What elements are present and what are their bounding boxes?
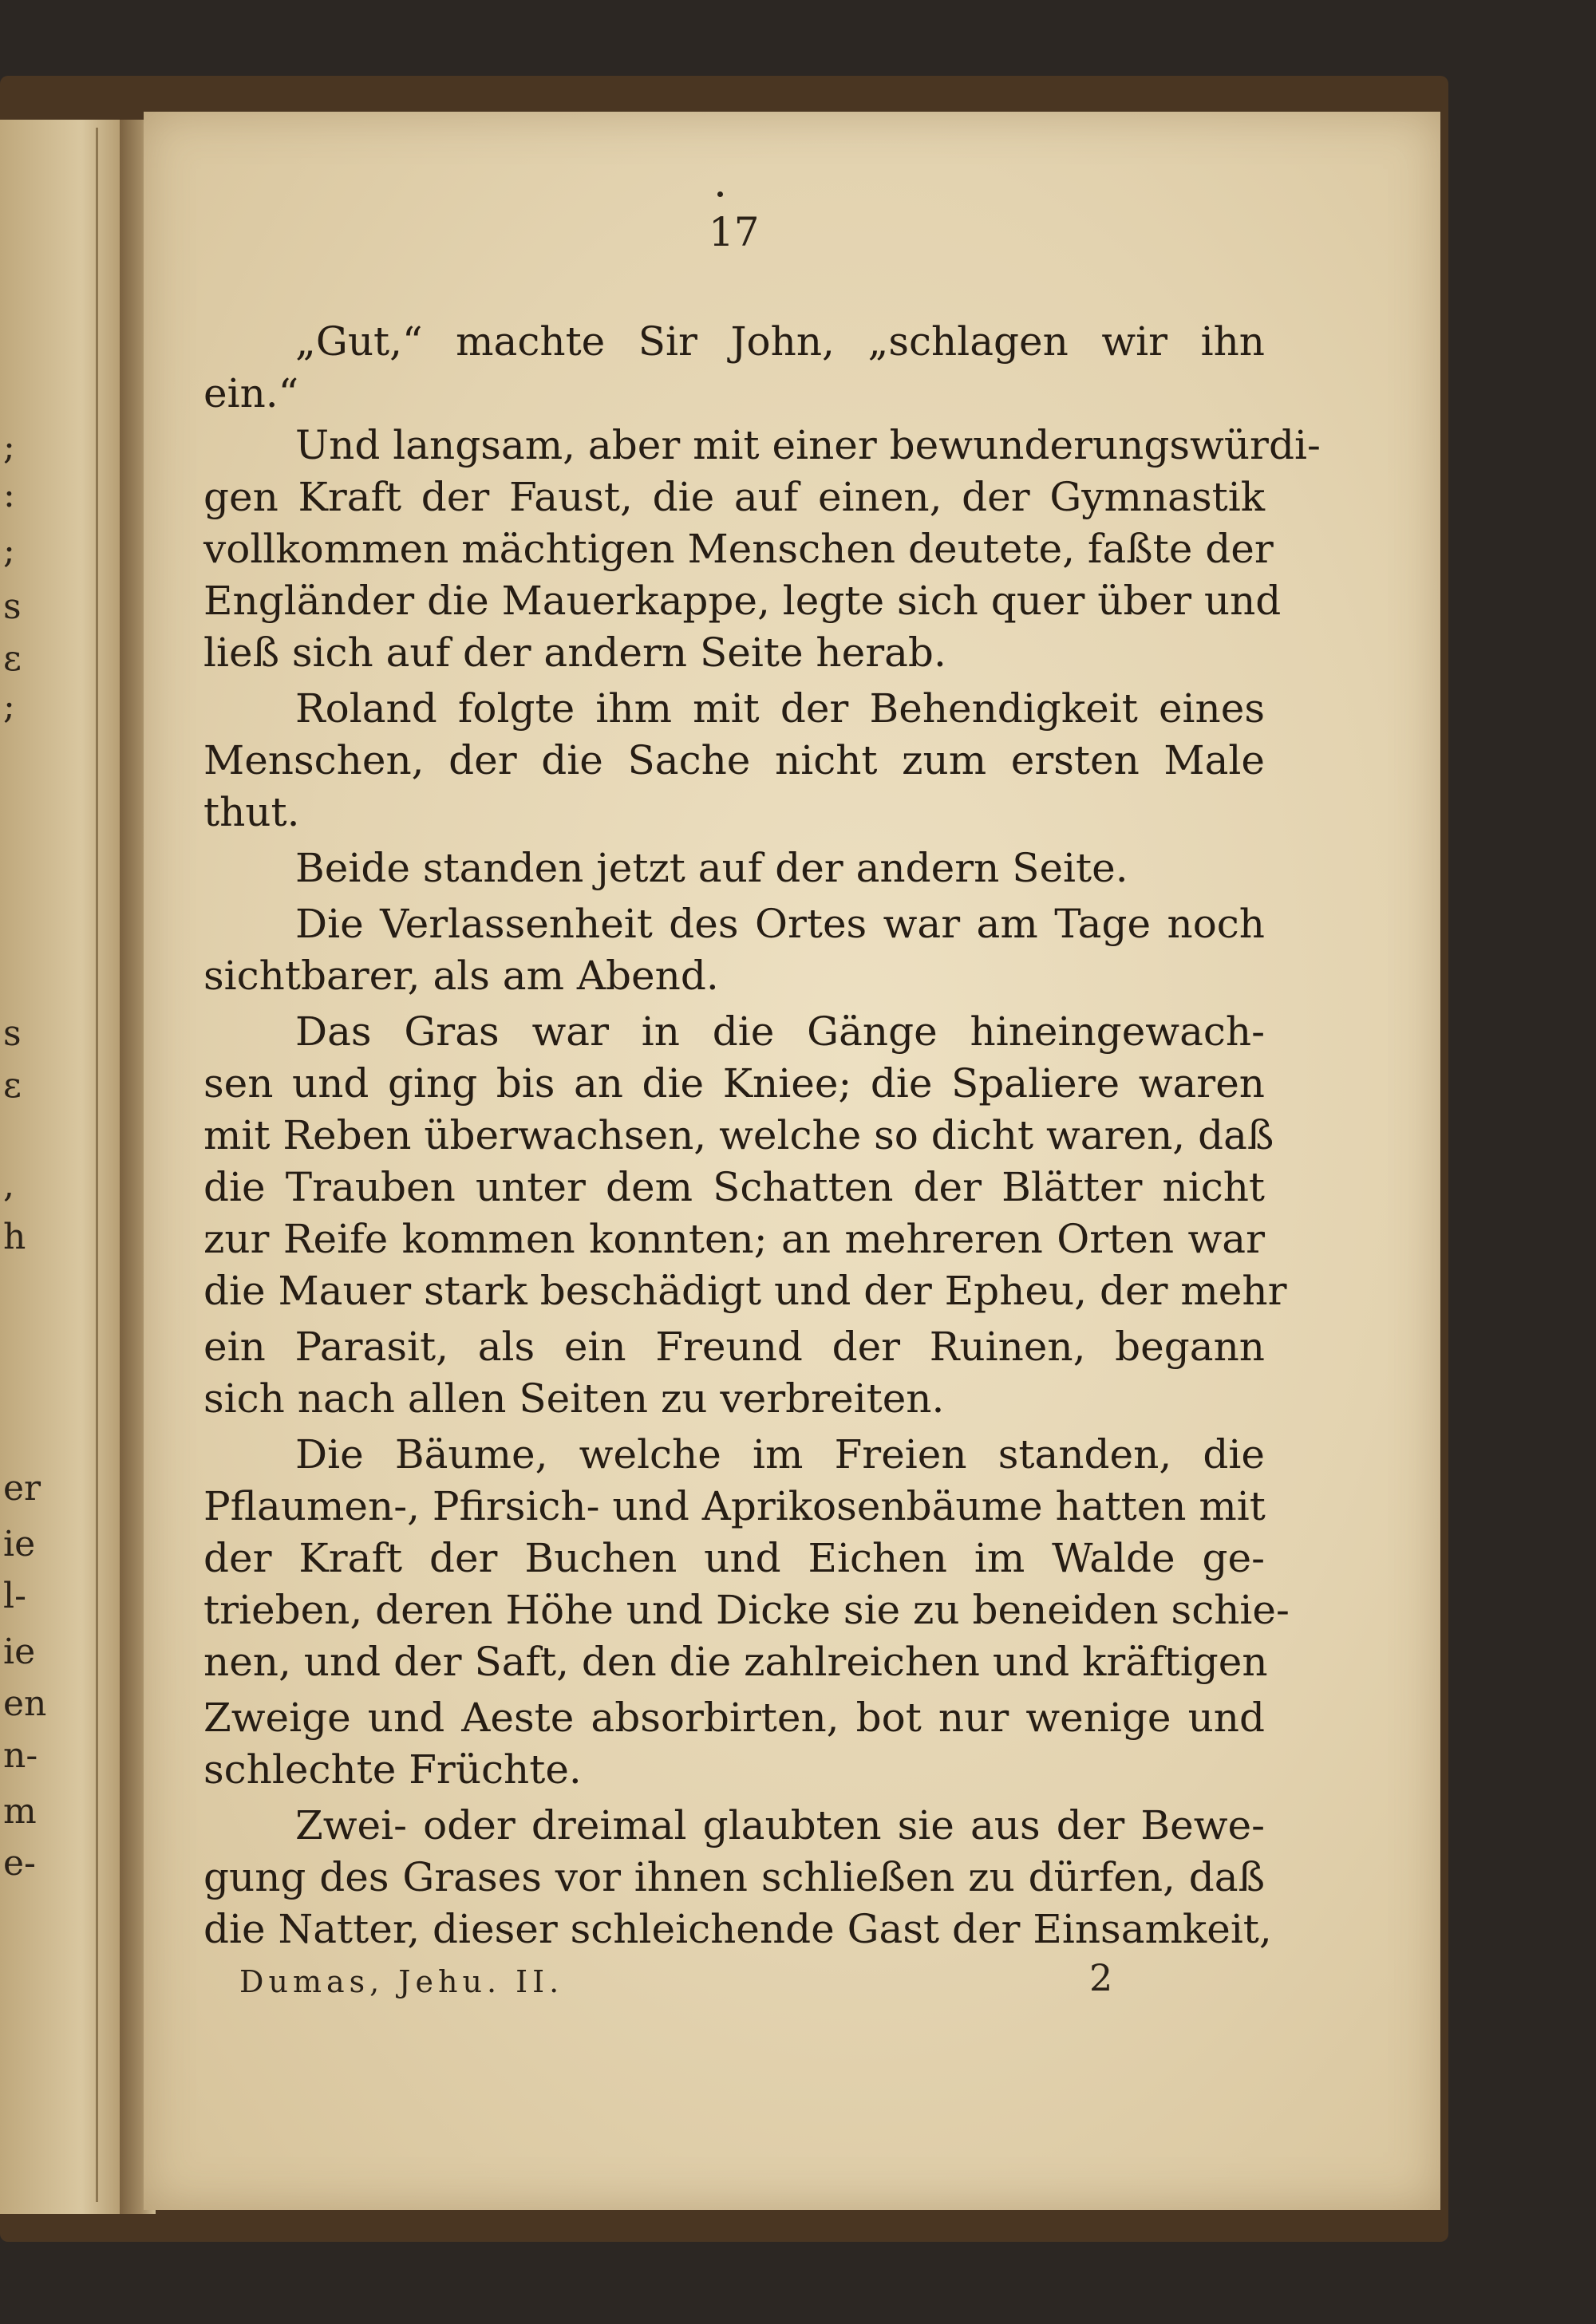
footer-sheet-number: 2 bbox=[1089, 1956, 1113, 1999]
left-fragment: : bbox=[3, 475, 15, 515]
left-fragment: s bbox=[3, 1013, 22, 1054]
text-line: die Mauer stark beschädigt und der Epheu, der mehr bbox=[203, 1268, 1287, 1314]
page-number: 17 bbox=[709, 209, 760, 255]
left-fragment: l- bbox=[3, 1576, 26, 1616]
left-fragment: e- bbox=[3, 1843, 36, 1884]
left-fragment: , bbox=[3, 1165, 14, 1205]
text-line: Menschen, der die Sache nicht zum ersten Male bbox=[203, 737, 1265, 783]
text-line: Das Gras war in die Gänge hineingewach- bbox=[295, 1008, 1265, 1055]
text-line: trieben, deren Höhe und Dicke sie zu beneiden schie- bbox=[203, 1587, 1290, 1633]
left-fragment: ; bbox=[3, 531, 15, 571]
text-line: Zweige und Aeste absorbirten, bot nur wenige und bbox=[203, 1695, 1265, 1741]
left-fragment: ɛ bbox=[3, 1065, 22, 1106]
left-fragment: ; bbox=[3, 686, 15, 727]
text-line: sich nach allen Seiten zu verbreiten. bbox=[203, 1375, 945, 1422]
left-fragment: n- bbox=[3, 1735, 38, 1776]
text-line: Engländer die Mauerkappe, legte sich quer über und bbox=[203, 578, 1282, 624]
text-line: mit Reben überwachsen, welche so dicht waren, daß bbox=[203, 1112, 1274, 1158]
text-line: ein Parasit, als ein Freund der Ruinen, begann bbox=[203, 1324, 1265, 1370]
text-line: gen Kraft der Faust, die auf einen, der Gymnastik bbox=[203, 474, 1265, 520]
left-fragment: m bbox=[3, 1791, 37, 1832]
left-fragment: ɛ bbox=[3, 638, 22, 679]
left-fragment: ie bbox=[3, 1524, 36, 1564]
text-line: Die Bäume, welche im Freien standen, die bbox=[295, 1431, 1265, 1478]
text-line: schlechte Früchte. bbox=[203, 1746, 582, 1793]
text-line: nen, und der Saft, den die zahlreichen und kräftigen bbox=[203, 1639, 1268, 1685]
text-line: zur Reife kommen konnten; an mehreren Orten war bbox=[203, 1216, 1265, 1262]
text-line: Pflaumen-, Pfirsich- und Aprikosenbäume hatten mit bbox=[203, 1483, 1266, 1529]
left-fragment: h bbox=[3, 1217, 26, 1257]
text-line: vollkommen mächtigen Menschen deutete, faßte der bbox=[203, 526, 1274, 572]
text-line: Roland folgte ihm mit der Behendigkeit eines bbox=[295, 685, 1265, 732]
left-fragment: ; bbox=[3, 427, 15, 468]
text-line: Die Verlassenheit des Ortes war am Tage noch bbox=[295, 901, 1265, 947]
left-fragment: ie bbox=[3, 1632, 36, 1672]
text-line: Zwei- oder dreimal glaubten sie aus der Bewe- bbox=[295, 1802, 1265, 1849]
left-fragment: en bbox=[3, 1683, 47, 1724]
text-line: thut. bbox=[203, 789, 300, 835]
left-fragment: er bbox=[3, 1468, 41, 1509]
left-fragment: s bbox=[3, 586, 22, 627]
text-line: sen und ging bis an die Kniee; die Spaliere waren bbox=[203, 1060, 1265, 1107]
text-line: sichtbarer, als am Abend. bbox=[203, 953, 719, 999]
text-line: gung des Grases vor ihnen schließen zu dürfen, daß bbox=[203, 1854, 1265, 1900]
text-line: ließ sich auf der andern Seite herab. bbox=[203, 629, 946, 676]
text-line: die Trauben unter dem Schatten der Blätter nicht bbox=[203, 1164, 1265, 1210]
text-line: Beide standen jetzt auf der andern Seite. bbox=[295, 845, 1128, 891]
footer-signature: Dumas, Jehu. II. bbox=[239, 1964, 564, 1999]
text-line: die Natter, dieser schleichende Gast der Einsamkeit, bbox=[203, 1906, 1272, 1952]
text-line: „Gut,“ machte Sir John, „schlagen wir ihn bbox=[295, 318, 1265, 365]
text-line: der Kraft der Buchen und Eichen im Walde ge- bbox=[203, 1535, 1265, 1581]
text-line: ein.“ bbox=[203, 370, 299, 416]
text-line: Und langsam, aber mit einer bewunderungswürdi- bbox=[295, 422, 1321, 468]
